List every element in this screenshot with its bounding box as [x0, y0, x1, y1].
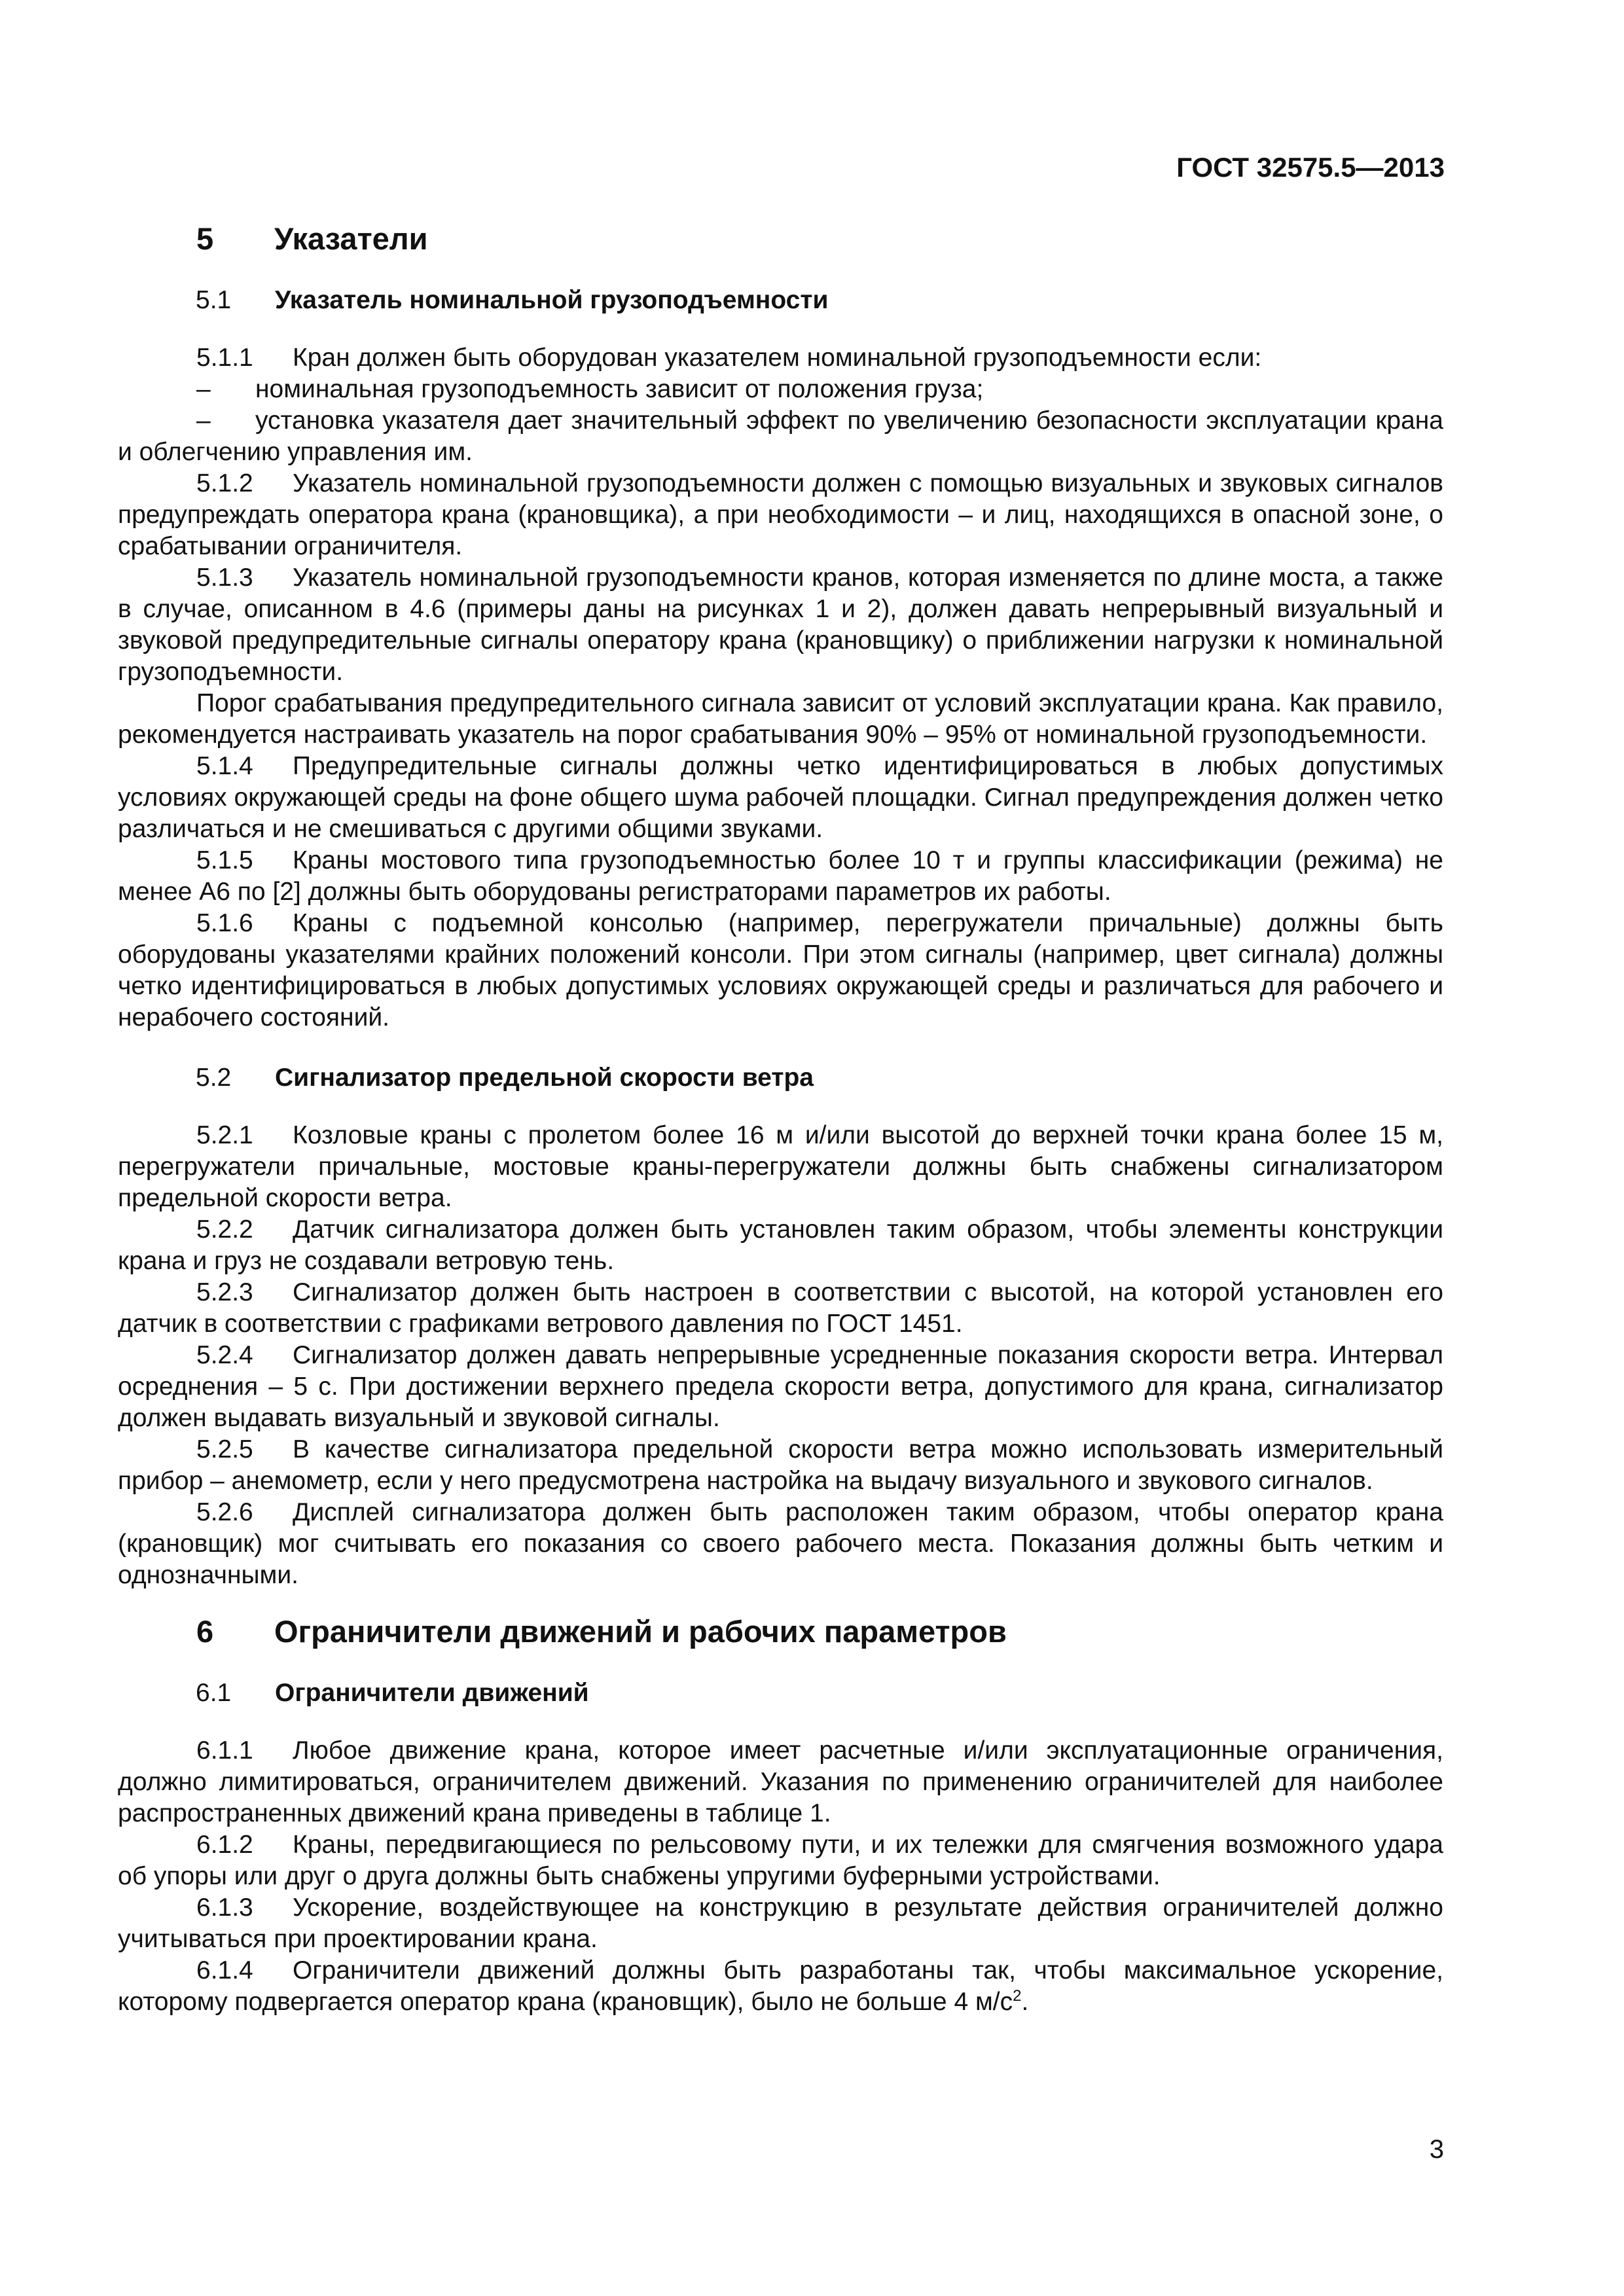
clause-number: 5.1.2 — [196, 469, 253, 497]
section-5-heading — [118, 219, 1443, 259]
spacer — [118, 1033, 1443, 1062]
subsection-5-1-heading — [118, 285, 1443, 316]
document-number: ГОСТ 32575.5—2013 — [1176, 152, 1445, 183]
section-title: Указатели — [274, 221, 428, 256]
clause-number: 6.1.3 — [196, 1893, 253, 1922]
clause-text: Сигнализатор должен давать непрерывные усредненные показания скорости ветра. Интервал осреднения – 5 с. При достижении верхнего предела скорости ветра, допустимого для крана, сигнализатор должен выдавать визуальный и звуковой сигналы. — [118, 1341, 1443, 1432]
superscript: 2 — [1013, 1987, 1022, 2005]
list-item — [118, 374, 1443, 405]
clause-text: Краны с подъемной консолью (например, перегружатели причальные) должны быть оборудованы указателями крайних положений консоли. При этом сигналы (например, цвет сигнала) должны четко идентифицироваться в любых допустимых условиях окружающей среды и различаться для рабочего и нерабочего состояний. — [118, 909, 1443, 1031]
page-body — [118, 219, 1443, 2018]
section-number: 6 — [196, 1614, 214, 1649]
clause-text: Любое движение крана, которое имеет расчетные и/или эксплуатационные ограничения, должно лимитироваться, ограничителем движений. Указания по применению ограничителей для наиболее распространенных движений крана приведены в таблице 1. — [118, 1736, 1443, 1827]
clause-text: Указатель номинальной грузоподъемности кранов, которая изменяется по длине моста, а также в случае, описанном в 4.6 (примеры даны на рисунках 1 и 2), должен давать непрерывный визуальный и звуковой предупредительные сигналы оператору крана (крановщику) о приближении нагрузки к номинальной грузоподъемности. — [118, 564, 1443, 686]
clause-number: 5.2.1 — [196, 1121, 253, 1149]
clause-number: 5.1.1 — [196, 344, 253, 372]
spacer — [118, 1591, 1443, 1612]
clause-number: 5.1.4 — [196, 752, 253, 780]
clause-6-1-3 — [118, 1892, 1443, 1955]
clause-5-1-2 — [118, 468, 1443, 562]
list-item — [118, 405, 1443, 468]
clause-text: Дисплей сигнализатора должен быть расположен таким образом, чтобы оператор крана (крановщик) мог считывать его показания со своего рабочего места. Показания должны быть четким и однозначными. — [118, 1498, 1443, 1589]
clause-5-2-3 — [118, 1277, 1443, 1340]
clause-text: Кран должен быть оборудован указателем номинальной грузоподъемности если: — [293, 344, 1262, 372]
clause-number: 5.2.5 — [196, 1435, 253, 1463]
clause-number: 5.2.4 — [196, 1341, 253, 1369]
dash-marker: – — [196, 375, 211, 403]
clause-6-1-4 — [118, 1955, 1443, 2018]
clause-text-tail: . — [1021, 1988, 1029, 2016]
section-title: Ограничители движений и рабочих параметров — [274, 1614, 1007, 1649]
clause-number: 5.1.3 — [196, 564, 253, 592]
clause-number: 5.1.6 — [196, 909, 253, 937]
subsection-number: 5.1 — [196, 286, 232, 314]
list-item-text: установка указателя дает значительный эффект по увеличению безопасности эксплуатации крана и облегчению управления им. — [118, 406, 1443, 466]
clause-number: 6.1.2 — [196, 1831, 253, 1859]
subsection-6-1-heading — [118, 1677, 1443, 1709]
clause-text: Ускорение, воздействующее на конструкцию в результате действия ограничителей должно учитываться при проектировании крана. — [118, 1893, 1443, 1953]
clause-5-1-3-continuation: Порог срабатывания предупредительного сигнала зависит от условий эксплуатации крана. Как правило, рекомендуется настраивать указатель на порог срабатывания 90% – 95% от номинальной грузоподъемности. — [118, 689, 1443, 749]
clause-number: 5.2.6 — [196, 1498, 253, 1526]
subsection-title: Указатель номинальной грузоподъемности — [275, 286, 829, 314]
clause-5-1-6 — [118, 908, 1443, 1033]
clause-text: Краны, передвигающиеся по рельсовому пути, и их тележки для смягчения возможного удара об упоры или друг о друга должны быть снабжены упругими буферными устройствами. — [118, 1831, 1443, 1890]
dash-marker: – — [196, 406, 211, 435]
list-item-text: номинальная грузоподъемность зависит от положения груза; — [255, 375, 984, 403]
subsection-number: 6.1 — [196, 1679, 232, 1707]
clause-text: Краны мостового типа грузоподъемностью более 10 т и группы классификации (режима) не менее А6 по [2] должны быть оборудованы регистраторами параметров их работы. — [118, 846, 1443, 906]
clause-6-1-2 — [118, 1829, 1443, 1892]
clause-text: Сигнализатор должен быть настроен в соответствии с высотой, на которой установлен его датчик в соответствии с графиками ветрового давления по ГОСТ 1451. — [118, 1278, 1443, 1338]
clause-5-1-3 — [118, 562, 1443, 688]
clause-number: 5.1.5 — [196, 846, 253, 874]
clause-5-2-4 — [118, 1340, 1443, 1434]
subsection-title: Ограничители движений — [275, 1679, 589, 1707]
clause-6-1-1 — [118, 1735, 1443, 1829]
clause-5-2-1 — [118, 1120, 1443, 1214]
subsection-5-2-heading — [118, 1062, 1443, 1094]
clause-text: Указатель номинальной грузоподъемности должен с помощью визуальных и звуковых сигналов предупреждать оператора крана (крановщика), а при необходимости – и лиц, находящихся в опасной зоне, о срабатывании ограничителя. — [118, 469, 1443, 560]
clause-number: 6.1.4 — [196, 1956, 253, 1984]
section-6-heading — [118, 1612, 1443, 1651]
clause-text: В качестве сигнализатора предельной скорости ветра можно использовать измерительный прибор – анемометр, если у него предусмотрена настройка на выдачу визуального и звукового сигналов. — [118, 1435, 1443, 1495]
clause-5-2-5 — [118, 1434, 1443, 1497]
clause-5-1-1 — [118, 342, 1443, 374]
clause-number: 5.2.3 — [196, 1278, 253, 1306]
clause-number: 6.1.1 — [196, 1736, 253, 1765]
clause-text: Козловые краны с пролетом более 16 м и/или высотой до верхней точки крана более 15 м, перегружатели причальные, мостовые краны-перегружатели должны быть снабжены сигнализатором предельной скорости ветра. — [118, 1121, 1443, 1212]
section-number: 5 — [196, 221, 214, 256]
clause-text: Датчик сигнализатора должен быть установлен таким образом, чтобы элементы конструкции крана и груз не создавали ветровую тень. — [118, 1215, 1443, 1275]
clause-5-2-6 — [118, 1497, 1443, 1591]
clause-5-2-2 — [118, 1214, 1443, 1277]
clause-5-1-5 — [118, 845, 1443, 908]
clause-text: Предупредительные сигналы должны четко идентифицироваться в любых допустимых условиях окружающей среды на фоне общего шума рабочей площадки. Сигнал предупреждения должен четко различаться и не смешиваться с другими общими звуками. — [118, 752, 1443, 843]
clause-number: 5.2.2 — [196, 1215, 253, 1244]
page-number: 3 — [1429, 2135, 1444, 2164]
clause-text: Ограничители движений должны быть разработаны так, чтобы максимальное ускорение, которому подвергается оператор крана (крановщик), было не больше 4 м/с — [118, 1956, 1443, 2016]
subsection-title: Сигнализатор предельной скорости ветра — [275, 1064, 814, 1092]
clause-5-1-4 — [118, 751, 1443, 845]
subsection-number: 5.2 — [196, 1064, 232, 1092]
